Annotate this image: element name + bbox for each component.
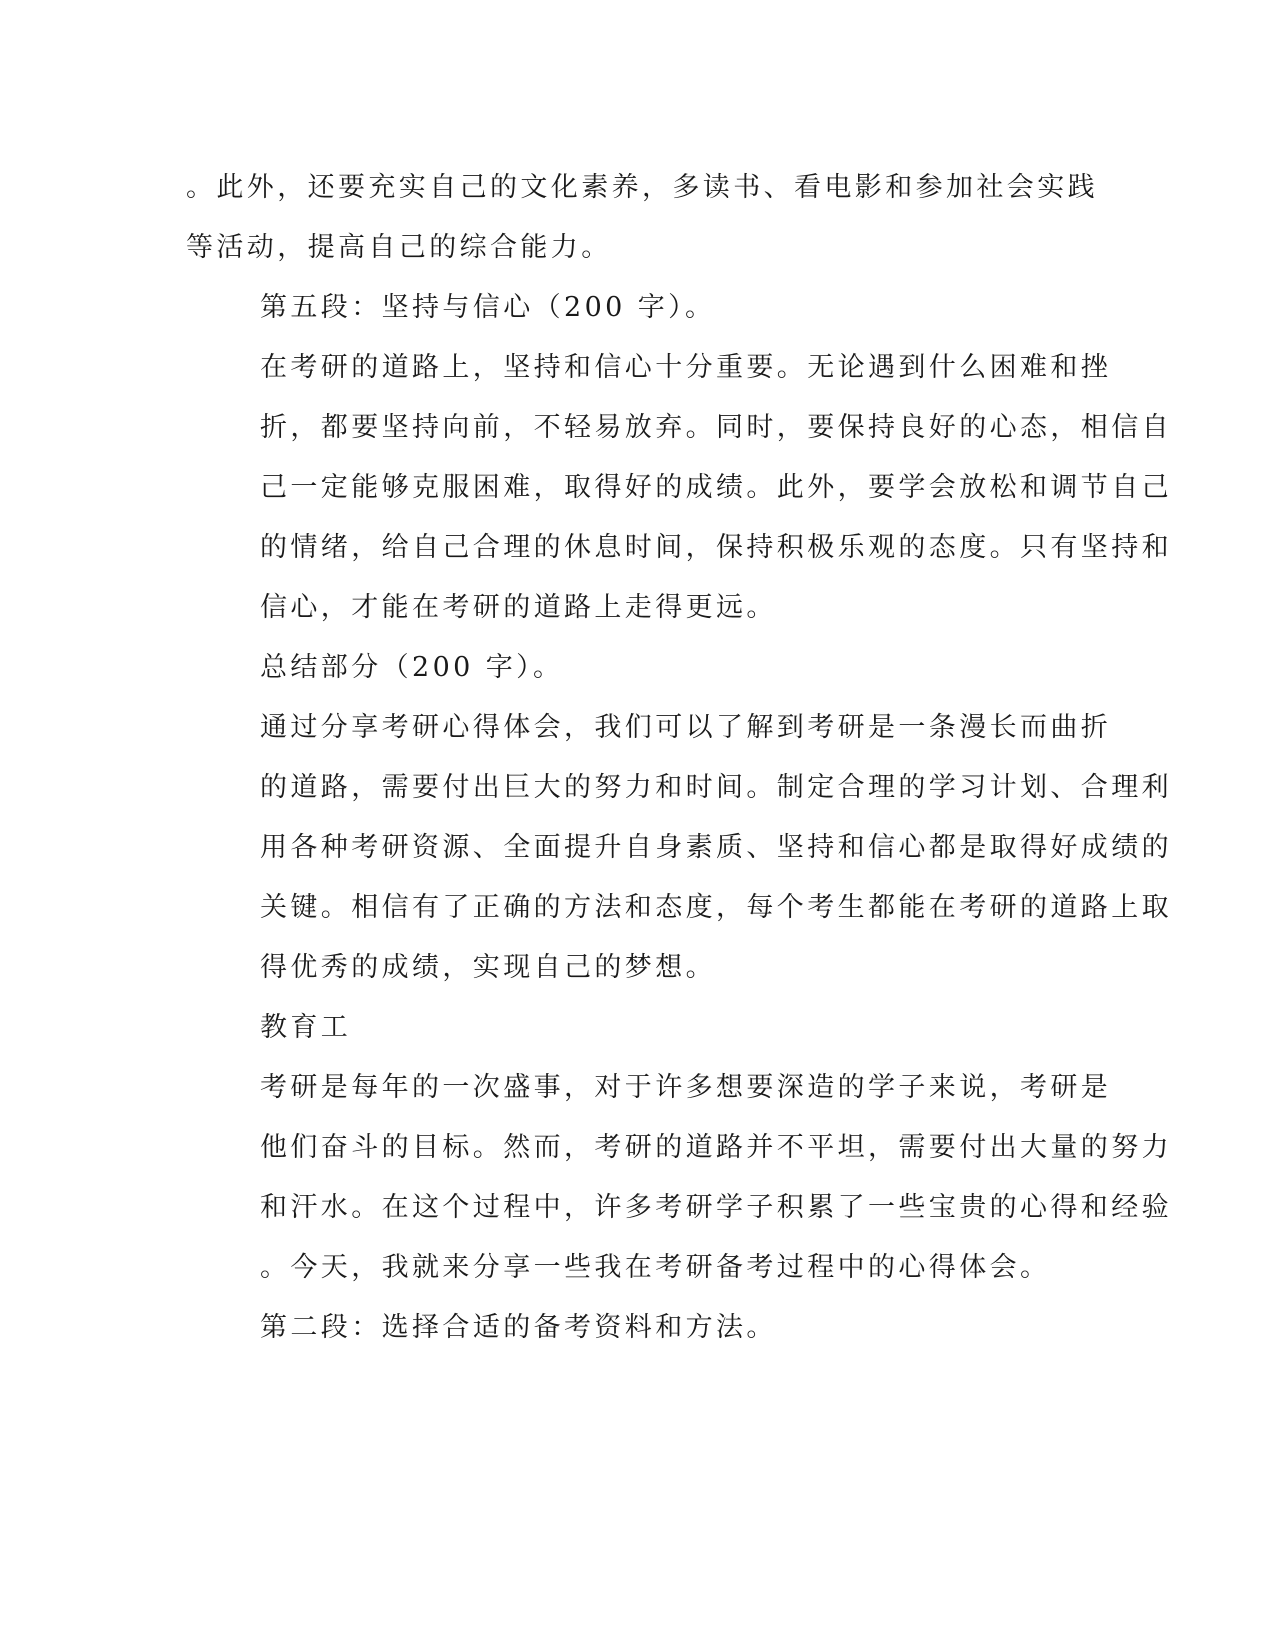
text-line: 折，都要坚持向前，不轻易放弃。同时，要保持良好的心态，相信自 [260, 412, 1172, 443]
text-line: 己一定能够克服困难，取得好的成绩。此外，要学会放松和调节自己 [260, 472, 1172, 503]
text-line: 和汗水。在这个过程中，许多考研学子积累了一些宝贵的心得和经验 [260, 1192, 1172, 1223]
text-line: 通过分享考研心得体会，我们可以了解到考研是一条漫长而曲折 [260, 712, 1112, 743]
text-line: 考研是每年的一次盛事，对于许多想要深造的学子来说，考研是 [260, 1072, 1112, 1103]
text-line: 得优秀的成绩，实现自己的梦想。 [260, 952, 716, 983]
text-line: 他们奋斗的目标。然而，考研的道路并不平坦，需要付出大量的努力 [260, 1132, 1172, 1163]
paragraph-intro [186, 1058, 1172, 1298]
section-heading-summary [186, 638, 1066, 698]
paragraph-continuation [186, 158, 1098, 278]
paragraph-persistence [186, 338, 1172, 638]
text-line: 。此外，还要充实自己的文化素养，多读书、看电影和参加社会实践 [186, 172, 1098, 203]
section-heading-5 [186, 278, 1066, 338]
text-line: 用各种考研资源、全面提升自身素质、坚持和信心都是取得好成绩的 [260, 832, 1172, 863]
text-line: 。今天，我就来分享一些我在考研备考过程中的心得体会。 [260, 1252, 1051, 1283]
text-line: 总结部分（200 字）。 [260, 652, 564, 683]
paragraph-summary [186, 698, 1172, 998]
text-line: 的道路，需要付出巨大的努力和时间。制定合理的学习计划、合理利 [260, 772, 1172, 803]
text-line: 在考研的道路上，坚持和信心十分重要。无论遇到什么困难和挫 [260, 352, 1112, 383]
text-line: 教育工 [260, 1012, 352, 1043]
text-line: 第二段：选择合适的备考资料和方法。 [260, 1312, 777, 1343]
text-line: 关键。相信有了正确的方法和态度，每个考生都能在考研的道路上取 [260, 892, 1172, 923]
section-heading-2 [186, 1298, 1066, 1358]
section-heading-education [186, 998, 1066, 1058]
document-body [186, 158, 1172, 1358]
text-line: 的情绪，给自己合理的休息时间，保持积极乐观的态度。只有坚持和 [260, 532, 1172, 563]
text-line: 信心，才能在考研的道路上走得更远。 [260, 592, 777, 623]
text-line: 第五段：坚持与信心（200 字）。 [260, 292, 716, 323]
text-line: 等活动，提高自己的综合能力。 [186, 232, 612, 263]
